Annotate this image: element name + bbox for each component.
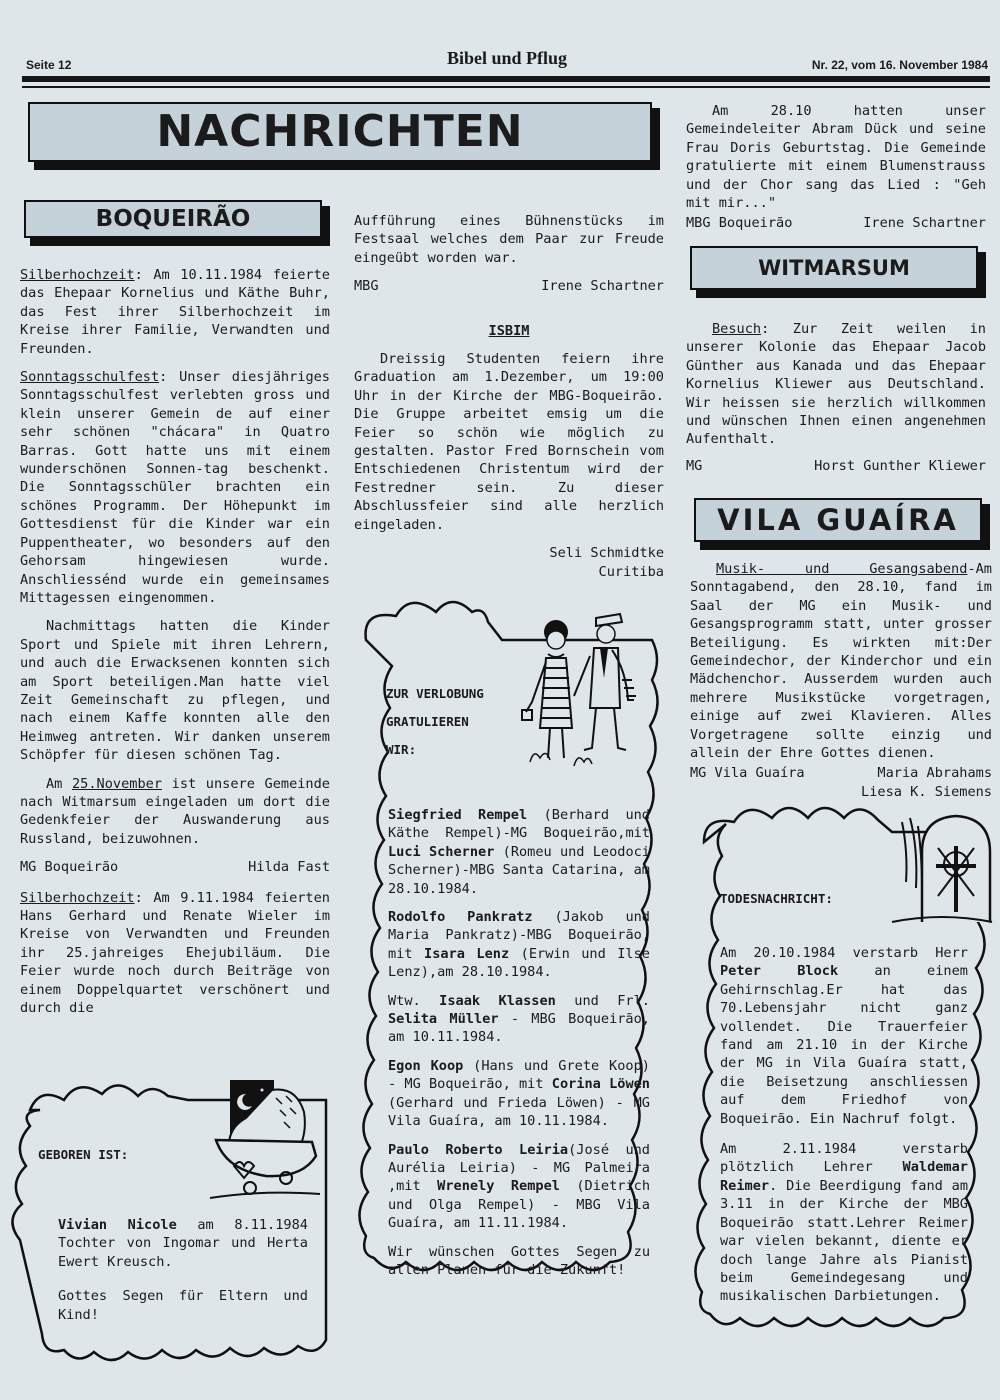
entry-text: (Berhard und Käthe Rempel)-MG Boqueirão,mit	[388, 807, 650, 842]
signature	[20, 858, 330, 876]
article-silberhochzeit-buhr	[20, 266, 330, 358]
article-text: Nachmittags hatten die Kinder Sport und Spiele mit ihren Lehrern, und auch die Erwacksenen konnten sich am Sport beteiligen.Man hatte viel Zeit Gemeinschaft zu pflegen, und nach einem Kaffe konnten alle den Heimweg antreten. Wir danken unserem Schöpfer für diesen schönen Tag.	[20, 618, 330, 764]
notice-text: Am 2.11.1984 verstarb plötzlich Lehrer	[720, 1141, 968, 1176]
signature-place: MBG	[354, 278, 379, 295]
death-text	[720, 944, 968, 1306]
isbim-title: ISBIM	[488, 322, 530, 339]
header-rule-thick	[22, 76, 990, 82]
page-title: NACHRICHTEN	[28, 102, 652, 162]
entry-text: (Hans und Grete Koop) - MG Boqueirão, mit	[388, 1057, 650, 1093]
column-1	[20, 266, 330, 1027]
notice-text: an einem Gehirnschlag.Er hat das 70.Lebensjahr nicht ganz vollendet. Die Trauerfeier fand am 21.10 in der Kirche der MG in Vila Guaíra statt, die Beisetzung anschliessen auf dem Friedhof von Boqueirão. Ein Nachruf folgt.	[720, 963, 968, 1127]
section-boqueirao	[24, 200, 324, 242]
column-3-vila-guaira	[690, 560, 992, 801]
entry-text: (Erwin und Ilse Lenz),am 28.10.1984.	[388, 945, 650, 981]
entry-text: (Jakob und Maria Pankratz)-MBG Boqueirão, mit	[388, 909, 650, 962]
article-isbim: Dreissig Studenten feiern ihre Graduation am 1.Dezember, um 19:00 Uhr in der Kirche der MBG-Boqueirão. Die Gruppe arbeitet emsig um die Feier so schön wie möglich zu gestalten. Pastor Fred Bornschein vom Entschiedenen Christentum wird der Festredner sein. Zu dieser Abschlussfeier sind alle herzlich eingeladen.	[354, 351, 664, 533]
article-nachmittags	[20, 617, 330, 764]
person-name: Waldemar Reimer	[720, 1159, 968, 1194]
article-besuch	[686, 320, 986, 449]
section-title-boqueirao: BOQUEIRÃO	[24, 200, 322, 238]
section-title-witmarsum: WITMARSUM	[690, 246, 978, 290]
engagement-heading-line: GRATULIEREN	[386, 714, 469, 729]
person-name: Egon Koop	[388, 1057, 464, 1074]
person-name: Selita Müller	[388, 1011, 499, 1028]
person-name: Paulo Roberto Leiria	[388, 1141, 569, 1158]
engagement-list	[388, 806, 650, 1279]
person-name: Peter Block	[720, 963, 839, 980]
birth-text	[58, 1216, 308, 1324]
person-name: Isaak Klassen	[439, 992, 556, 1009]
article-label: Besuch	[712, 321, 762, 337]
signature-name: Irene Schartner	[863, 215, 986, 232]
engagement-heading	[386, 680, 536, 764]
article-text: : Zur Zeit weilen in unserer Kolonie das Ehepaar Jacob Günther aus Kanada und das Ehepaar Kornelius Kliewer aus Deutschland. Wir heissen sie herzlich willkommen und wünschen Ihnen einen angenehmen Aufenthalt.	[686, 321, 986, 448]
engagement-closing: Wir wünschen Gottes Segen zu allen Planen für die Zukunft!	[388, 1243, 650, 1278]
article-geburtstag: Am 28.10 hatten unser Gemeindeleiter Abram Dück und seine Frau Doris Geburtstag. Die Gemeinde gratulierte mit einem Blumenstrauss und der Chor sang das Lied : "Geh mit mir..."	[686, 103, 986, 212]
signature-name: Irene Schartner	[541, 278, 664, 295]
signature-place: MG Vila Guaíra	[690, 765, 805, 782]
entry-text: (Gerhard und Frieda Löwen) - MG Vila Guaíra, am 10.11.1984.	[388, 1094, 650, 1130]
couple-illustration	[522, 614, 636, 766]
article-continuation: Aufführung eines Bühnenstücks im Festsaal welches dem Paar zur Freude eingeübt worden war.	[354, 213, 664, 266]
article-date: 25.November	[71, 775, 163, 792]
engagement-entry	[388, 1057, 650, 1131]
article-label: Sonntagsschulfest	[20, 369, 160, 386]
death-heading-wrap	[720, 890, 890, 908]
article-label: Silberhochzeit	[20, 889, 135, 906]
masthead: Bibel und Pflug	[446, 48, 568, 68]
signature-name: Seli Schmidtke	[549, 545, 664, 562]
person-name: Luci Scherner	[388, 843, 495, 860]
article-silberhochzeit-wieler	[20, 889, 330, 1018]
article-text: ist unsere Gemeinde nach Witmarsum eingeladen um dort die Gedenkfeier der Auswanderung aus Russland, beizuwohnen.	[20, 775, 330, 847]
person-name: Corina Löwen	[551, 1076, 650, 1093]
death-notice-block	[720, 944, 968, 1128]
signature-place: Curitiba	[598, 563, 664, 580]
birth-heading-wrap	[38, 1146, 218, 1164]
article-witmarsum-invite	[20, 775, 330, 849]
article-text: : Am 10.11.1984 feierte das Ehepaar Kornelius und Käthe Buhr, das Fest ihrer Silberhochzeit im Kreise ihrer Familie, Verwandten und Freunden.	[20, 267, 330, 357]
signature	[690, 764, 992, 782]
signature-name: Maria Abrahams	[877, 765, 992, 782]
page-header	[26, 48, 988, 78]
engagement-entry	[388, 806, 650, 898]
birth-details	[58, 1216, 308, 1271]
engagement-heading-line: WIR:	[386, 742, 417, 757]
entry-text: (José und Aurélia Leiria) - MG Palmeira ,mit	[388, 1141, 650, 1195]
person-name: Wrenely Rempel	[437, 1178, 560, 1195]
header-rule-thin	[22, 86, 990, 88]
person-name: Isara Lenz	[424, 945, 510, 962]
column-3-witmarsum	[686, 320, 986, 487]
section-title-vila-guaira: VILA GUAÍRA	[694, 498, 982, 542]
entry-text: und Frl.	[555, 992, 650, 1009]
article-text: -Am Sonntagabend, den 28.10, fand im Saal der MG ein Musik- und Gesangsprogramm statt, unter grosser Beteiligung. Es wirkten mit:Der Gemeindechor, der Kinderchor und ein Mädchenchor. Ausserdem wurden auch mehrere Musikstücke vorgetragen, einige auf zwei Klavieren. Alles Vorgetragene sollte einzig und allein der Ehre Gottes dienen.	[690, 561, 992, 762]
death-heading: TODESNACHRICHT:	[720, 891, 833, 906]
entry-text: - MBG Boqueirão, am 10.11.1984.	[388, 1011, 650, 1046]
engagement-entry	[388, 908, 650, 982]
article-musikabend	[690, 560, 992, 762]
entry-text: Wtw.	[388, 992, 440, 1009]
signature-name: Hilda Fast	[248, 859, 330, 876]
death-notice-reimer	[720, 1140, 968, 1306]
page-title-box	[28, 102, 660, 170]
cradle-illustration	[210, 1080, 320, 1198]
issue-date: Nr. 22, vom 16. November 1984	[811, 58, 988, 72]
section-witmarsum	[690, 246, 980, 294]
section-vila-guaira	[694, 498, 984, 546]
article-text: : Unser diesjähriges Sonntagsschulfest verlebten gross und klein unserer Gemein de auf einer sehr schönen "chácara" in Quatro Barras. Gott hatte uns mit einem wunderschönen Sonnen-tag beschenkt. Die Sonntagsschüler brachten ein schönes Programm. Der Höhepunkt im Gottesdienst für die Kinder war ein Puppentheater, wo besonders auf den Gehorsam hingewiesen wurde. Anschliessénd wurde ein gemeinsames Mittagessen eingenommen.	[20, 369, 330, 606]
engagement-entry	[388, 1141, 650, 1233]
page-number: Seite 12	[26, 58, 72, 72]
death-notice-box	[692, 812, 994, 1352]
signature-name: Horst Gunther Kliewer	[814, 457, 986, 474]
column-2	[354, 212, 664, 581]
column-3	[686, 102, 986, 245]
baby-name: Vivian Nicole	[58, 1217, 177, 1233]
signature-place: MBG Boqueirão	[686, 215, 793, 232]
signature	[686, 457, 986, 475]
engagement-box	[352, 600, 664, 1360]
notice-text: . Die Beerdigung fand am 3.11 in der Kirche der MBG Boqueirão statt.Lehrer Reimer war vielen bekannt, diente er doch lange Jahre als Pianist beim Gemeindegesang und musikalischen Darbietungen.	[720, 1177, 968, 1305]
entry-text: (Dietrich und Olga Rempel) - MBG Vila Guaíra, am 11.11.1984.	[388, 1178, 650, 1232]
birth-announcement-box	[10, 1080, 330, 1360]
person-name: Rodolfo Pankratz	[388, 909, 533, 926]
article-label: Musik- und Gesangsabend	[716, 561, 968, 577]
person-name: Siegfried Rempel	[388, 807, 528, 823]
article-text: : Am 9.11.1984 feierten Hans Gerhard und Renate Wieler im Kreise von Verwandten und Freunden ihr 25.jahreiges Ehejubiläum. Die Feier wurde noch durch Beiträge von einem Doppelquartet verschönert und durch die	[20, 889, 330, 1017]
birth-heading: GEBOREN IST:	[38, 1147, 129, 1162]
notice-text: Am 20.10.1984 verstarb Herr	[720, 945, 968, 961]
signature-place: MG Boqueirão	[20, 859, 119, 876]
signature	[686, 214, 986, 232]
engagement-heading-line: ZUR VERLOBUNG	[386, 686, 484, 701]
birth-closing: Gottes Segen für Eltern und Kind!	[58, 1288, 308, 1323]
article-sonntagsschulfest	[20, 368, 330, 607]
entry-text: (Romeu und Leodoci Scherner)-MBG Santa Catarina, am 28.10.1984.	[388, 843, 650, 897]
birth-info: am 8.11.1984 Tochter von Ingomar und Herta Ewert Kreusch.	[58, 1217, 308, 1270]
engagement-entry	[388, 992, 650, 1047]
article-text: Am	[46, 775, 72, 792]
article-label: Silberhochzeit	[20, 267, 135, 283]
signature-name: Liesa K. Siemens	[861, 783, 992, 800]
signature	[354, 277, 664, 295]
signature-place: MG	[686, 457, 703, 474]
